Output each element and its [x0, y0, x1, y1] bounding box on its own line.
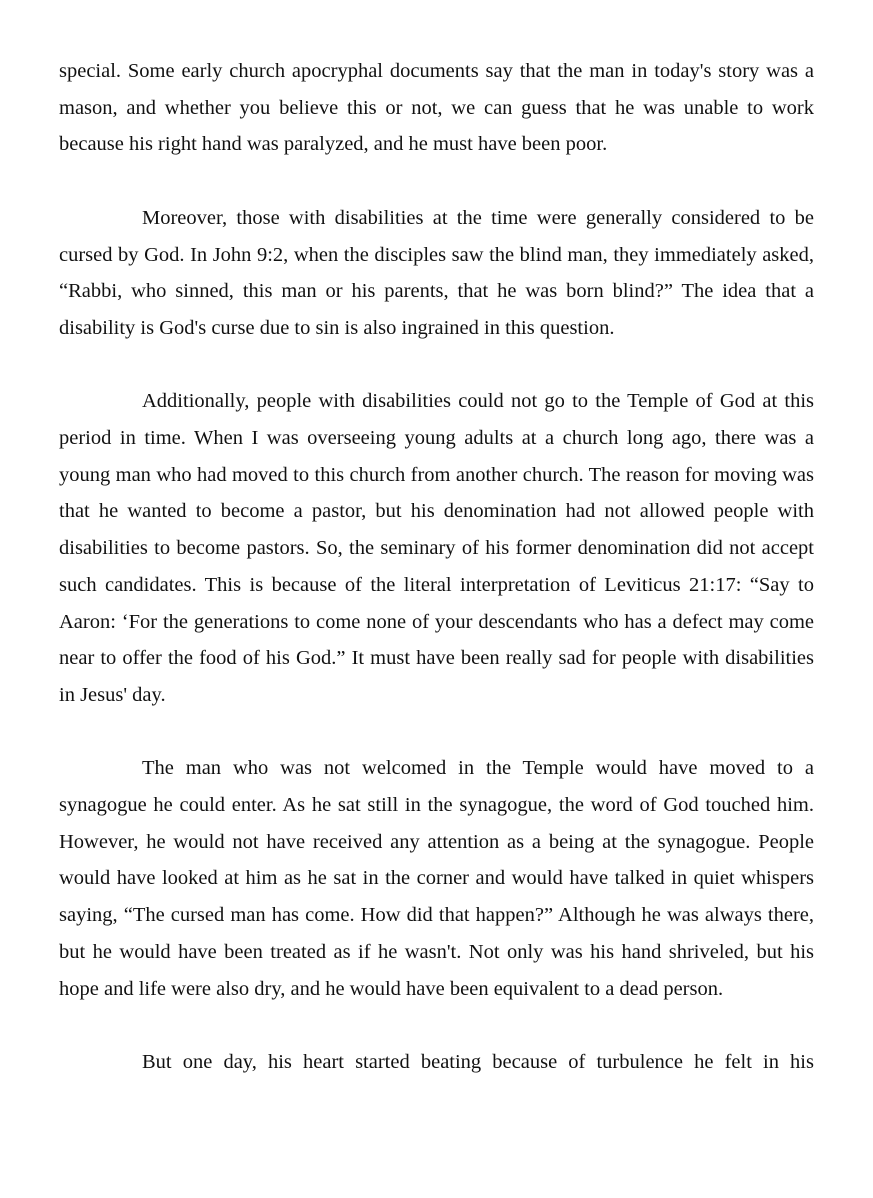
- paragraph-synagogue: The man who was not welcomed in the Temple would have moved to a synagogue he could enter. As he sat still in the synagogue, the word of God touched him. However, he would not have received any attention as a being at the synagogue. People would have looked at him as he sat in the corner and would have talked in quiet whispers saying, “The cursed man has come. How did that happen?” Although he was always there, but he would have been treated as if he wasn't. Not only was his hand shriveled, but his hope and life were also dry, and he would have been equivalent to a dead person.: [59, 757, 814, 1000]
- paragraph-continued: special. Some early church apocryphal documents say that the man in today's story was a mason, and whether you believe this or not, we can guess that he was unable to work because his right hand was paralyzed, and he must have been poor.: [59, 60, 814, 156]
- paragraph-heart-beating: But one day, his heart started beating because of turbulence he felt in his: [142, 1050, 814, 1073]
- paragraph-temple-exclusion: Additionally, people with disabilities could not go to the Temple of God at this period in time. When I was overseeing young adults at a church long ago, there was a young man who had moved to this church from another church. The reason for moving was that he wanted to become a pastor, but his denomination had not allowed people with disabilities to become pastors. So, the seminary of his former denomination did not accept such candidates. This is because of the literal interpretation of Leviticus 21:17: “Say to Aaron: ‘For the generations to come none of your descendants who has a defect may come near to offer the food of his God.” It must have been really sad for people with disabilities in Jesus' day.: [59, 390, 814, 706]
- document-page: [59, 53, 814, 1117]
- paragraph-curse-belief: Moreover, those with disabilities at the time were generally considered to be cursed by God. In John 9:2, when the disciples saw the blind man, they immediately asked, “Rabbi, who sinned, this man or his parents, that he was born blind?” The idea that a disability is God's curse due to sin is also ingrained in this question.: [59, 206, 814, 339]
